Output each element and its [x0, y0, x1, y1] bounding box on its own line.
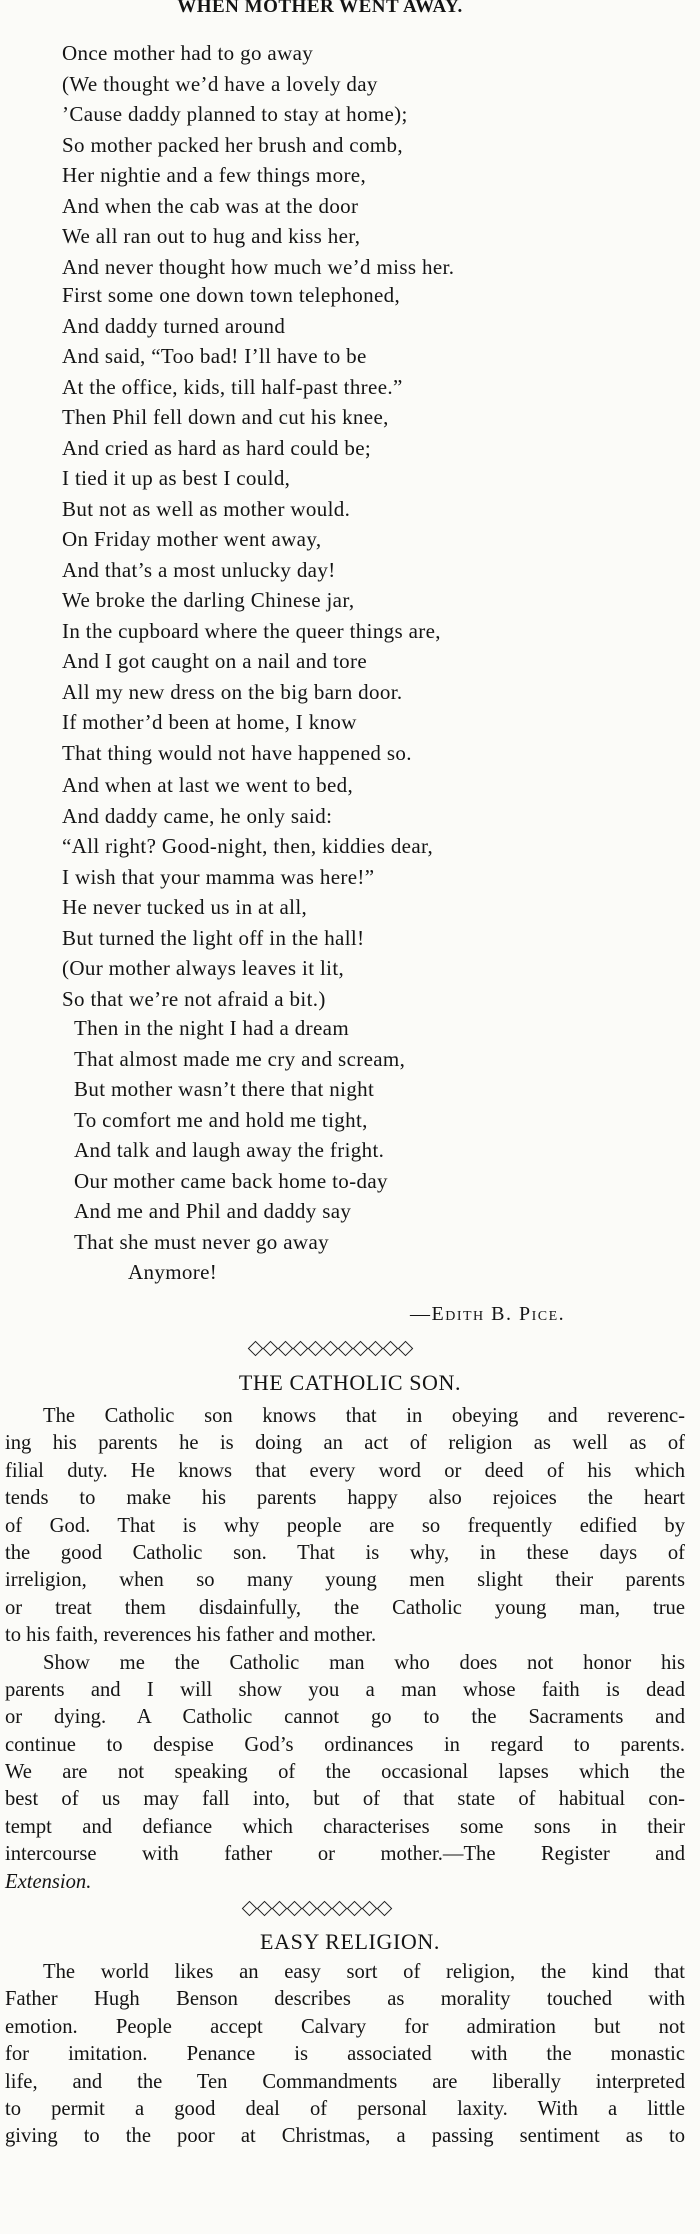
article-line: filial duty. He knows that every word or deed of his which [5, 1459, 685, 1482]
poem-line: ’Cause daddy planned to stay at home); [62, 102, 408, 126]
article-line: giving to the poor at Christmas, a passing sentiment as to [5, 2125, 685, 2148]
article-line: of God. That is why people are so frequently edified by [5, 1514, 685, 1537]
ornamental-divider [244, 1900, 390, 1916]
poem-attribution: —Edith B. Pice. [410, 1303, 566, 1325]
poem-line: To comfort me and hold me tight, [74, 1107, 368, 1132]
article-line: continue to despise God’s ordinances in regard to parents. [5, 1733, 685, 1756]
article-line: irreligion, when so many young men slight their parents [5, 1569, 685, 1592]
poem-stanza-4 [62, 770, 433, 1014]
poem-line: That she must never go away [74, 1229, 329, 1254]
article-line: to his faith, reverences his father and mother. [5, 1624, 377, 1647]
poem-line: If mother’d been at home, I know [62, 710, 357, 734]
catholic-son-article [5, 1403, 685, 1896]
poem-stanza-2 [62, 280, 403, 524]
poem-line: But mother wasn’t there that night [74, 1077, 375, 1101]
poem-line: But not as well as mother would. [62, 496, 351, 521]
article-line: life, and the Ten Commandments are liberally interpreted [5, 2070, 685, 2093]
article-line: Show me the Catholic man who does not honor his [43, 1651, 685, 1674]
poem-line: I wish that your mamma was here!” [62, 864, 375, 889]
poem-stanza-5 [74, 1013, 405, 1288]
article-line: emotion. People accept Calvary for admiration but not [5, 2015, 685, 2038]
poem-line: Anymore! [128, 1260, 218, 1284]
article-line: tempt and defiance which characterises some sons in their [5, 1815, 685, 1838]
easy-religion-title: EASY RELIGION. [260, 1929, 440, 1954]
poem-line: And when the cab was at the door [62, 193, 359, 218]
article-line: parents and I will show you a man whose faith is dead [5, 1678, 685, 1701]
poem-line: And daddy came, he only said: [62, 803, 333, 828]
article-line: We are not speaking of the occasional lapses which the [5, 1761, 685, 1784]
catholic-son-title: THE CATHOLIC SON. [238, 1370, 462, 1395]
poem-line: At the office, kids, till half-past three.” [62, 374, 403, 399]
poem-line: And that’s a most unlucky day! [62, 557, 336, 582]
article-line: Extension. [5, 1870, 92, 1893]
poem-line: Our mother came back home to-day [74, 1168, 388, 1193]
poem-line: And when at last we went to bed, [62, 773, 354, 797]
poem-line: Her nightie and a few things more, [62, 163, 367, 187]
poem-line: And cried as hard as hard could be; [62, 435, 372, 460]
poem-line: We broke the darling Chinese jar, [62, 588, 355, 612]
poem-line: On Friday mother went away, [62, 527, 322, 551]
poem-line: But turned the light off in the hall! [62, 925, 365, 950]
article-line: to permit a good deal of personal laxity. With a little [5, 2097, 685, 2120]
poem-line: And me and Phil and daddy say [74, 1199, 352, 1223]
poem-line: Then in the night I had a dream [74, 1016, 350, 1040]
poem-line: Once mother had to go away [62, 41, 314, 65]
poem-line: (We thought we’d have a lovely day [62, 71, 378, 96]
article-line: best of us may fall into, but of that state of habitual con- [5, 1788, 685, 1811]
article-line: intercourse with father or mother.—The Register and [5, 1843, 685, 1866]
poem-line: First some one down town telephoned, [62, 283, 401, 307]
article-line: for imitation. Penance is associated with the monastic [5, 2043, 685, 2066]
poem-line: He never tucked us in at all, [62, 895, 308, 919]
ornamental-divider [250, 1340, 411, 1356]
poem-line: And I got caught on a nail and tore [62, 649, 367, 673]
poem-line: All my new dress on the big barn door. [62, 679, 403, 704]
poem-line: So mother packed her brush and comb, [62, 132, 403, 157]
article-line: the good Catholic son. That is why, in these days of [5, 1541, 685, 1564]
poem-line: That thing would not have happened so. [62, 740, 412, 765]
poem-line: And daddy turned around [62, 313, 286, 338]
poem-line: So that we’re not afraid a bit.) [62, 986, 326, 1011]
poem-line: In the cupboard where the queer things are, [62, 618, 441, 643]
poem-line: And said, “Too bad! I’ll have to be [62, 344, 367, 368]
poem-line: That almost made me cry and scream, [74, 1046, 406, 1071]
poem-line: And talk and laugh away the fright. [74, 1138, 385, 1162]
poem-title: WHEN MOTHER WENT AWAY. [177, 0, 463, 17]
poem-line: We all ran out to hug and kiss her, [62, 224, 361, 248]
easy-religion-article [5, 1959, 685, 2151]
article-line: The world likes an easy sort of religion, the kind that [43, 1961, 685, 1983]
article-line: or treat them disdainfully, the Catholic young man, true [5, 1596, 685, 1619]
poem-stanza-3 [62, 524, 441, 768]
article-line: or dying. A Catholic cannot go to the Sacraments and [5, 1706, 685, 1729]
article-line: tends to make his parents happy also rejoices the heart [5, 1487, 685, 1510]
poem-line: (Our mother always leaves it lit, [62, 956, 345, 980]
article-line: Father Hugh Benson describes as morality touched with [5, 1988, 685, 2011]
poem-line: And never thought how much we’d miss her. [62, 254, 455, 279]
poem-stanza-1 [62, 38, 454, 282]
poem-line: I tied it up as best I could, [62, 466, 291, 490]
article-line: The Catholic son knows that in obeying and reverenc- [43, 1405, 685, 1427]
poem-line: “All right? Good-night, then, kiddies dear, [62, 834, 434, 858]
article-line: ing his parents he is doing an act of religion as well as of [5, 1432, 685, 1455]
poem-line: Then Phil fell down and cut his knee, [62, 405, 389, 429]
